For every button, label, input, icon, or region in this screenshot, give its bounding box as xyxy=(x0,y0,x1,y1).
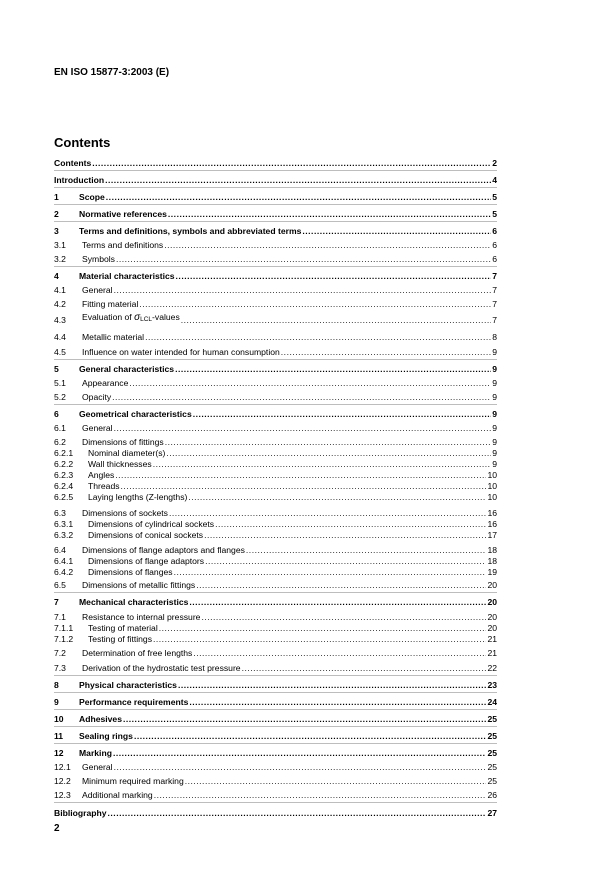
dot-leader xyxy=(196,580,486,590)
toc-entry[interactable]: 3 Terms and definitions, symbols and abbreviated terms ..... 6 xyxy=(54,224,497,236)
toc-entry-title: Mechanical characteristics xyxy=(79,597,189,607)
toc-entry[interactable]: 6.2 Dimensions of fittings ..... 9 xyxy=(54,435,497,447)
toc-entry[interactable]: 4.4 Metallic material ..... 8 xyxy=(54,330,497,342)
toc-entry-title: Derivation of the hydrostatic test pressure xyxy=(82,663,241,673)
dot-leader xyxy=(185,776,487,786)
toc-entry-title: Terms and definitions xyxy=(82,240,164,250)
dot-leader xyxy=(188,492,486,502)
dot-leader xyxy=(204,530,486,540)
toc-entry-title: Nominal diameter(s) xyxy=(88,448,166,458)
contents-title: Contents xyxy=(54,135,111,150)
toc-entry[interactable] xyxy=(54,156,497,168)
toc-entry-title: Performance requirements xyxy=(79,697,189,707)
toc-entry-page: 7 xyxy=(492,285,497,295)
toc-entry[interactable]: 2 Normative references ..... 5 xyxy=(54,207,497,219)
toc-entry[interactable]: 4 Material characteristics ..... 7 xyxy=(54,269,497,281)
toc-entry-title: Contents xyxy=(54,158,92,168)
toc-entry-page: 24 xyxy=(487,697,497,707)
section-divider xyxy=(54,726,497,727)
toc-entry[interactable]: 3.2 Symbols ..... 6 xyxy=(54,252,497,264)
toc-entry-page: 20 xyxy=(487,612,497,622)
dot-leader xyxy=(175,364,491,374)
dot-leader xyxy=(123,714,486,724)
toc-entry-page: 22 xyxy=(487,663,497,673)
dot-leader xyxy=(129,378,491,388)
toc-entry[interactable]: 7 Mechanical characteristics ..... 20 xyxy=(54,595,497,607)
dot-leader xyxy=(114,762,487,772)
toc-entry-title: Resistance to internal pressure xyxy=(82,612,201,622)
toc-entry-title: Dimensions of fittings xyxy=(82,437,164,447)
section-divider xyxy=(54,187,497,188)
toc-entry[interactable]: 6 Geometrical characteristics ..... 9 xyxy=(54,407,497,419)
dot-leader xyxy=(114,423,492,433)
toc-entry-page: 7 xyxy=(492,299,497,309)
toc-entry-page: 2 xyxy=(492,158,497,168)
toc-entry[interactable]: 9 Performance requirements ..... 24 xyxy=(54,695,497,707)
toc-entry-title: General characteristics xyxy=(79,364,175,374)
toc-entry-page: 9 xyxy=(492,347,497,357)
toc-entry-title: Dimensions of metallic fittings xyxy=(82,580,196,590)
toc-entry[interactable]: 5 General characteristics ..... 9 xyxy=(54,362,497,374)
toc-entry[interactable]: 7.1.2 Testing of fittings ..... 21 xyxy=(54,632,497,644)
toc-entry-page: 21 xyxy=(487,648,497,658)
toc-entry-title: Normative references xyxy=(79,209,167,219)
toc-entry-title: Dimensions of cylindrical sockets xyxy=(88,519,215,529)
toc-entry-page: 9 xyxy=(492,423,497,433)
section-divider xyxy=(54,592,497,593)
dot-leader xyxy=(281,347,491,357)
toc-entry[interactable]: 6.2.5 Laying lengths (Z-lengths) ..... 10 xyxy=(54,490,497,502)
dot-leader xyxy=(302,226,491,236)
dot-leader xyxy=(164,240,491,250)
toc-entry-title: Additional marking xyxy=(82,790,153,800)
toc-entry-title: Introduction xyxy=(54,175,105,185)
section-divider xyxy=(54,692,497,693)
page-number: 2 xyxy=(54,823,60,834)
toc-entry-page: 6 xyxy=(492,240,497,250)
toc-entry[interactable]: 10 Adhesives ..... 25 xyxy=(54,712,497,724)
toc-entry[interactable]: 7.2 Determination of free lengths ..... 21 xyxy=(54,646,497,658)
toc-entry[interactable]: 5.1 Appearance ..... 9 xyxy=(54,376,497,388)
toc-entry-page: 25 xyxy=(487,714,497,724)
toc-entry[interactable]: 3.1 Terms and definitions ..... 6 xyxy=(54,238,497,250)
toc-entry-title: Adhesives xyxy=(79,714,122,724)
toc-entry-page: 6 xyxy=(492,254,497,264)
toc-entry-page: 4 xyxy=(492,175,497,185)
dot-leader xyxy=(242,663,487,673)
toc-entry-page: 25 xyxy=(487,731,497,741)
toc-entry-page: 25 xyxy=(487,762,497,772)
toc-entry-title: Sealing rings xyxy=(79,731,133,741)
section-divider xyxy=(54,170,497,171)
toc-entry[interactable]: 6.1 General ..... 9 xyxy=(54,421,497,433)
toc-entry[interactable]: 6.3.2 Dimensions of conical sockets ..... 17 xyxy=(54,528,497,540)
dot-leader xyxy=(114,285,492,295)
toc-entry-page: 16 xyxy=(487,508,497,518)
dot-leader xyxy=(106,192,491,202)
toc-entry[interactable]: 6.2.1 Nominal diameter(s) ..... 9 xyxy=(54,446,497,458)
dot-leader xyxy=(189,597,486,607)
toc-entry-title: Dimensions of flanges xyxy=(88,567,173,577)
dot-leader xyxy=(181,315,491,325)
dot-leader xyxy=(193,409,491,419)
toc-entry-title: Dimensions of flange adaptors xyxy=(88,556,205,566)
toc-entry-page: 8 xyxy=(492,332,497,342)
dot-leader xyxy=(178,680,487,690)
dot-leader xyxy=(193,648,486,658)
toc-entry-page: 18 xyxy=(487,556,497,566)
toc-entry[interactable]: 7.3 Derivation of the hydrostatic test pressure ..... 22 xyxy=(54,661,497,673)
section-divider xyxy=(54,675,497,676)
toc-entry-page: 9 xyxy=(492,437,497,447)
toc-entry-title: Dimensions of conical sockets xyxy=(88,530,204,540)
toc-entry-page: 26 xyxy=(487,790,497,800)
toc-entry-page: 9 xyxy=(492,459,497,469)
toc-entry-title: Bibliography xyxy=(54,808,107,818)
toc-entry-title: Determination of free lengths xyxy=(82,648,193,658)
toc-entry[interactable] xyxy=(54,173,497,185)
toc-entry-page: 10 xyxy=(487,492,497,502)
dot-leader xyxy=(108,808,487,818)
toc-entry[interactable]: 12.3 Additional marking ..... 26 xyxy=(54,788,497,800)
section-divider xyxy=(54,404,497,405)
dot-leader xyxy=(174,567,487,577)
toc-entry[interactable]: 12.1 General ..... 25 xyxy=(54,760,497,772)
toc-entry-title: Influence on water intended for human consumption xyxy=(82,347,280,357)
toc-entry-title: Testing of fittings xyxy=(88,634,153,644)
toc-entry-page: 21 xyxy=(487,634,497,644)
dot-leader xyxy=(92,158,491,168)
toc-entry[interactable]: 6.4 Dimensions of flange adaptors and flanges ..... 18 xyxy=(54,543,497,555)
section-divider xyxy=(54,743,497,744)
toc-entry-title: General xyxy=(82,285,113,295)
toc-entry-page: 10 xyxy=(487,481,497,491)
toc-entry[interactable]: 4.2 Fitting material ..... 7 xyxy=(54,297,497,309)
toc-entry-page: 25 xyxy=(487,748,497,758)
dot-leader xyxy=(145,332,491,342)
dot-leader xyxy=(176,271,492,281)
toc-entry-title: Dimensions of sockets xyxy=(82,508,168,518)
toc-entry-title: Laying lengths (Z-lengths) xyxy=(88,492,188,502)
toc-entry-title: Wall thicknesses xyxy=(88,459,152,469)
toc-entry-title: Opacity xyxy=(82,392,112,402)
toc-entry-page: 19 xyxy=(487,567,497,577)
toc-entry-page: 20 xyxy=(487,580,497,590)
section-divider xyxy=(54,266,497,267)
toc-entry-title: Threads xyxy=(88,481,120,491)
toc-entry-page: 16 xyxy=(487,519,497,529)
toc-entry-title: Metallic material xyxy=(82,332,145,342)
toc-entry[interactable]: 5.2 Opacity ..... 9 xyxy=(54,390,497,402)
toc-entry[interactable]: 7.1.1 Testing of material ..... 20 xyxy=(54,621,497,633)
toc-entry[interactable]: 1 Scope ..... 5 xyxy=(54,190,497,202)
toc-entry-page: 20 xyxy=(487,597,497,607)
toc-entry-title: Scope xyxy=(79,192,105,202)
toc-entry-title: Symbols xyxy=(82,254,115,264)
toc-entry[interactable]: 6.4.1 Dimensions of flange adaptors ..... 18 xyxy=(54,554,497,566)
toc-entry-title: Angles xyxy=(88,470,115,480)
toc-entry-title: Appearance xyxy=(82,378,129,388)
section-divider xyxy=(54,709,497,710)
toc-entry[interactable]: 6.2.3 Angles ..... 10 xyxy=(54,468,497,480)
toc-entry[interactable]: 6.3 Dimensions of sockets ..... 16 xyxy=(54,506,497,518)
toc-entry[interactable]: 6.2.4 Threads ..... 10 xyxy=(54,479,497,491)
toc-entry-page: 17 xyxy=(487,530,497,540)
dot-leader xyxy=(154,790,487,800)
toc-entry[interactable]: 12 Marking ..... 25 xyxy=(54,746,497,758)
toc-entry-page: 7 xyxy=(492,271,497,281)
toc-entry-page: 5 xyxy=(492,209,497,219)
toc-entry[interactable]: 4.1 General ..... 7 xyxy=(54,283,497,295)
toc-entry-title: Geometrical characteristics xyxy=(79,409,192,419)
toc-entry-page: 10 xyxy=(487,470,497,480)
toc-entry-page: 18 xyxy=(487,545,497,555)
section-divider xyxy=(54,221,497,222)
toc-entry-title: Evaluation of $\sigma_{LCL}$-values xyxy=(82,312,180,323)
toc-entry-page: 7 xyxy=(492,315,497,325)
toc-entry-page: 25 xyxy=(487,776,497,786)
toc-entry-page: 23 xyxy=(487,680,497,690)
toc-entry-title: Fitting material xyxy=(82,299,139,309)
toc-entry[interactable]: 6.3.1 Dimensions of cylindrical sockets ..... 16 xyxy=(54,517,497,529)
document-header: EN ISO 15877-3:2003 (E) xyxy=(54,67,170,78)
toc-entry-page: 9 xyxy=(492,392,497,402)
dot-leader xyxy=(168,209,491,219)
dot-leader xyxy=(153,634,486,644)
toc-entry-title: Material characteristics xyxy=(79,271,175,281)
toc-entry-page: 5 xyxy=(492,192,497,202)
section-divider xyxy=(54,802,497,803)
toc-entry[interactable]: 4.5 Influence on water intended for human consumption ..... 9 xyxy=(54,345,497,357)
dot-leader xyxy=(105,175,491,185)
toc-entry-title: Physical characteristics xyxy=(79,680,177,690)
toc-entry-title: Minimum required marking xyxy=(82,776,184,786)
dot-leader xyxy=(139,299,491,309)
toc-entry-page: 9 xyxy=(492,364,497,374)
toc-entry[interactable]: 11 Sealing rings ..... 25 xyxy=(54,729,497,741)
toc-entry[interactable]: 6.5 Dimensions of metallic fittings ..... 20 xyxy=(54,578,497,590)
toc-entry[interactable]: 12.2 Minimum required marking ..... 25 xyxy=(54,774,497,786)
section-divider xyxy=(54,204,497,205)
toc-entry-page: 9 xyxy=(492,378,497,388)
toc-entry-title: Terms and definitions, symbols and abbreviated terms xyxy=(79,226,302,236)
toc-entry[interactable]: 7.1 Resistance to internal pressure ..... 20 xyxy=(54,610,497,622)
toc-entry-page: 9 xyxy=(492,448,497,458)
toc-entry-page: 27 xyxy=(487,808,497,818)
dot-leader xyxy=(112,392,491,402)
toc-entry-title: General xyxy=(82,762,113,772)
toc-entry[interactable]: 4.3 Evaluation of $\sigma_{LCL}$-values ..... 7 xyxy=(54,313,497,325)
toc-entry[interactable]: 6.4.2 Dimensions of flanges ..... 19 xyxy=(54,565,497,577)
dot-leader xyxy=(189,697,486,707)
section-divider xyxy=(54,359,497,360)
toc-entry-page: 6 xyxy=(492,226,497,236)
dot-leader xyxy=(113,748,486,758)
toc-entry-title: Marking xyxy=(79,748,112,758)
toc-entry[interactable]: 8 Physical characteristics ..... 23 xyxy=(54,678,497,690)
toc-entry-page: 20 xyxy=(487,623,497,633)
toc-entry-title: General xyxy=(82,423,113,433)
toc-entry-page: 9 xyxy=(492,409,497,419)
dot-leader xyxy=(116,254,491,264)
toc-entry-title: Testing of material xyxy=(88,623,158,633)
toc-entry[interactable] xyxy=(54,806,497,818)
toc-entry[interactable]: 6.2.2 Wall thicknesses ..... 9 xyxy=(54,457,497,469)
toc-entry-title: Dimensions of flange adaptors and flanges xyxy=(82,545,245,555)
dot-leader xyxy=(134,731,486,741)
